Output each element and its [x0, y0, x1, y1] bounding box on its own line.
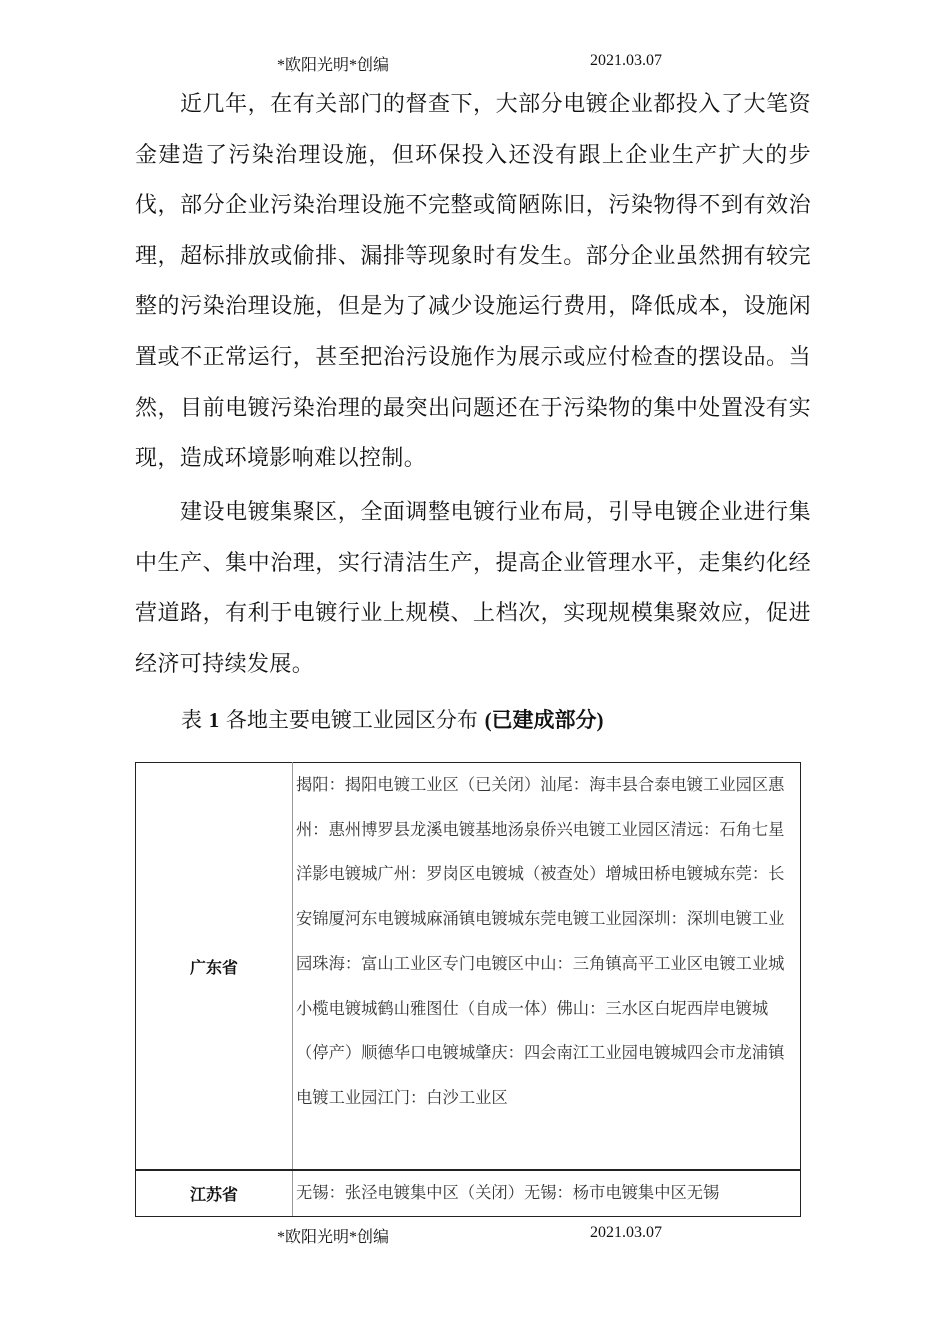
province-cell: 广东省	[136, 763, 293, 1171]
electroplating-park-table	[135, 762, 801, 1217]
page-header	[0, 52, 950, 76]
footer-date: 2021.03.07	[590, 1224, 662, 1241]
table-row	[136, 763, 801, 1171]
body-paragraph-2: 建设电镀集聚区，全面调整电镀行业布局，引导电镀企业进行集中生产、集中治理，实行清洁生产，提高企业管理水平，走集约化经营道路，有利于电镀行业上规模、上档次，实现规模集聚效应，促进经济可持续发展。	[135, 500, 811, 677]
caption-number: 1	[208, 708, 220, 732]
caption-prefix: 表	[181, 708, 202, 732]
body-paragraph-1: 近几年，在有关部门的督查下，大部分电镀企业都投入了大笔资金建造了污染治理设施，但环保投入还没有跟上企业生产扩大的步伐，部分企业污染治理设施不完整或简陋陈旧，污染物得不到有效治理，超标排放或偷排、漏排等现象时有发生。部分企业虽然拥有较完整的污染治理设施，但是为了减少设施运行费用，降低成本，设施闲置或不正常运行，甚至把治污设施作为展示或应付检查的摆设品。当然，目前电镀污染治理的最突出问题还在于污染物的集中处置没有实现，造成环境影响难以控制。	[135, 92, 811, 472]
footer-author: *欧阳光明*创编	[277, 1229, 390, 1246]
header-date: 2021.03.07	[590, 52, 662, 69]
header-author: *欧阳光明*创编	[277, 57, 390, 74]
table-row	[136, 1170, 801, 1217]
caption-title: 各地主要电镀工业园区分布	[225, 708, 478, 732]
page-footer	[0, 1224, 950, 1248]
parks-cell: 无锡：张泾电镀集中区（关闭）无锡：杨市电镀集中区无锡	[293, 1170, 801, 1217]
caption-note: (已建成部分)	[484, 708, 604, 732]
table-caption	[181, 700, 604, 740]
province-cell: 江苏省	[136, 1170, 293, 1217]
parks-cell: 揭阳：揭阳电镀工业区（已关闭）汕尾：海丰县合泰电镀工业园区惠州：惠州博罗县龙溪电镀基地汤泉侨兴电镀工业园区清远：石角七星洋影电镀城广州：罗岗区电镀城（被查处）增城田桥电镀城东莞：长安锦厦河东电镀城麻涌镇电镀城东莞电镀工业园深圳：深圳电镀工业园珠海：富山工业区专门电镀区中山：三角镇高平工业区电镀工业城小榄电镀城鹤山雅图仕（自成一体）佛山：三水区白坭西岸电镀城（停产）顺德华口电镀城肇庆：四会南江工业园电镀城四会市龙浦镇电镀工业园江门：白沙工业区	[293, 763, 801, 1171]
